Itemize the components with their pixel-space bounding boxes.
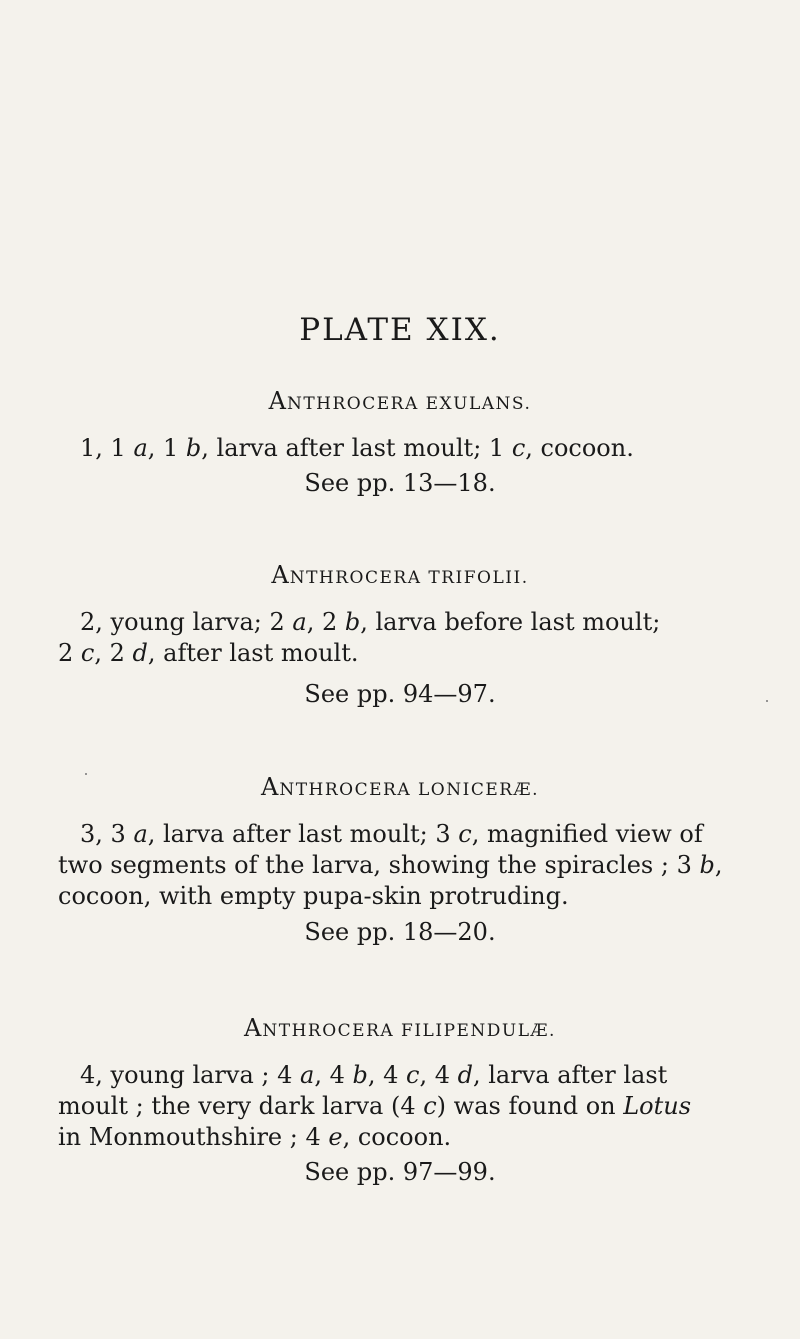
section-text-lonicerae bbox=[58, 819, 748, 912]
heading-initial: A bbox=[261, 773, 280, 801]
heading-rest: NTHROCERA EXULANS. bbox=[286, 394, 532, 414]
text-line: moult ; the very dark larva (4 c) was found on Lotus bbox=[58, 1092, 692, 1120]
page-reference-lonicerae: See pp. 18—20. bbox=[304, 918, 496, 946]
heading-initial: A bbox=[268, 387, 287, 415]
heading-initial: A bbox=[271, 561, 290, 589]
heading-rest: NTHROCERA LONICERÆ. bbox=[279, 780, 539, 800]
paper-speck bbox=[766, 700, 768, 702]
text-line: cocoon, with empty pupa-skin protruding. bbox=[58, 882, 569, 910]
plate-title: PLATE XIX. bbox=[299, 312, 501, 348]
section-text-filipendulae bbox=[58, 1060, 748, 1153]
heading-rest: NTHROCERA TRIFOLII. bbox=[289, 568, 529, 588]
section-heading-trifolii bbox=[0, 561, 800, 589]
text-line: two segments of the larva, showing the spiracles ; 3 b, bbox=[58, 851, 723, 879]
page-reference-trifolii: See pp. 94—97. bbox=[304, 680, 496, 708]
page-reference-exulans: See pp. 13—18. bbox=[304, 469, 496, 497]
paper-speck bbox=[85, 773, 87, 775]
section-text-trifolii bbox=[58, 607, 748, 669]
section-heading-lonicerae bbox=[0, 773, 800, 801]
text-line: in Monmouthshire ; 4 e, cocoon. bbox=[58, 1123, 452, 1151]
section-heading-filipendulae bbox=[0, 1014, 800, 1042]
page-reference-filipendulae: See pp. 97—99. bbox=[304, 1158, 496, 1186]
heading-rest: NTHROCERA FILIPENDULÆ. bbox=[262, 1021, 556, 1041]
section-heading-exulans bbox=[0, 387, 800, 415]
text-line: 2 c, 2 d, after last moult. bbox=[58, 639, 359, 667]
text-line: 2, young larva; 2 a, 2 b, larva before last moult; bbox=[80, 608, 661, 636]
text-line: 3, 3 a, larva after last moult; 3 c, magnified view of bbox=[80, 820, 703, 848]
text-line: 1, 1 a, 1 b, larva after last moult; 1 c, cocoon. bbox=[80, 434, 634, 462]
text-line: 4, young larva ; 4 a, 4 b, 4 c, 4 d, larva after last bbox=[80, 1061, 668, 1089]
heading-initial: A bbox=[244, 1014, 263, 1042]
section-text-exulans bbox=[58, 433, 748, 464]
